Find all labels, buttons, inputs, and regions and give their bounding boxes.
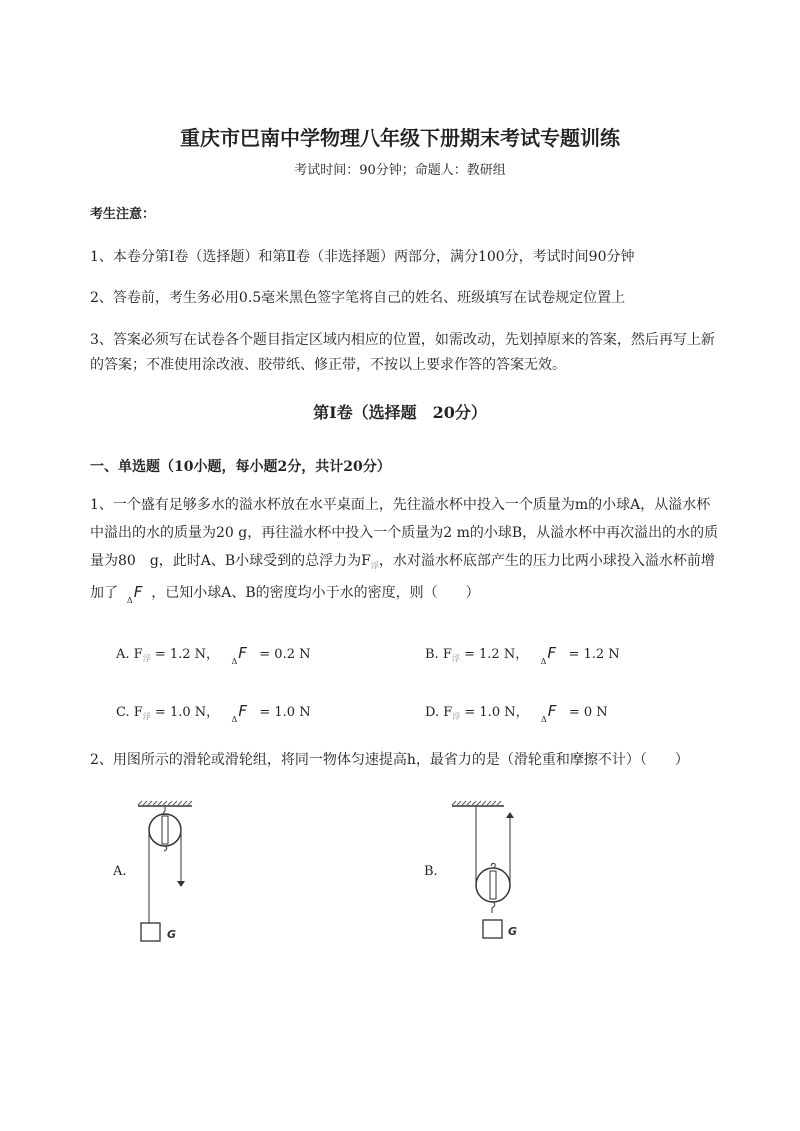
option-d[interactable]: D. $F_浮 = 1.0$ N， $_\Delta$F = 0 N [425,702,608,724]
figure-b-label[interactable]: B. [424,864,438,879]
question-1-line [90,550,715,571]
q1-text: 量为80 g，此时A、B小球受到的总浮力为$F_浮$ [90,553,379,570]
svg-text:G: G [167,928,177,941]
movable-pulley-figure [448,795,528,945]
question-1-line: 中溢出的水的质量为20 g，再往溢水杯中投入一个质量为2 m的小球B，从溢水杯中再次溢出的水的质 [90,525,719,541]
fixed-pulley-figure [130,795,210,945]
notice-item: 2、答卷前，考生务必用0.5毫米黑色签字笔将自己的姓名、班级填写在试卷规定位置上 [90,290,626,306]
question-1-line: 加了 $_\Delta$F ，已知小球A、B的密度均小于水的密度，则（ ） [90,583,480,605]
option-a[interactable]: A. $F_浮 = 1.2$ N， $_\Delta$F = 0.2 N [116,644,311,666]
notice-item: 的答案；不准使用涂改液、胶带纸、修正带，不按以上要求作答的答案无效。 [90,357,566,373]
question-2-text: 2、用图所示的滑轮或滑轮组，将同一物体匀速提高h，最省力的是（滑轮重和摩擦不计）（ ） [90,752,689,768]
exam-info: 考试时间：90分钟；命题人：教研组 [294,163,506,178]
option-b[interactable]: B. $F_浮 = 1.2$ N， $_\Delta$F = 1.2 N [425,644,620,666]
notice-item: 1、本卷分第Ⅰ卷（选择题）和第Ⅱ卷（非选择题）两部分，满分100分，考试时间90分钟 [90,249,635,265]
section-title: 第Ⅰ卷（选择题 20分） [313,403,487,422]
part-heading: 一、单选题（10小题，每小题2分，共计20分） [90,459,391,475]
notice-heading: 考生注意： [90,207,156,222]
figure-a-label[interactable]: A. [113,864,127,879]
question-1-line: 1、一个盛有足够多水的溢水杯放在水平桌面上，先往溢水杯中投入一个质量为m的小球A，从溢水杯 [90,497,711,513]
q1-text: ，水对溢水杯底部产生的压力比两小球投入溢水杯前增 [378,553,715,569]
option-c[interactable]: C. $F_浮 = 1.0$ N， $_\Delta$F = 1.0 N [116,702,311,724]
svg-text:G: G [508,925,518,938]
page-title: 重庆市巴南中学物理八年级下册期末考试专题训练 [180,126,620,150]
notice-item: 3、答案必须写在试卷各个题目指定区域内相应的位置，如需改动，先划掉原来的答案，然后再写上新 [90,332,715,348]
